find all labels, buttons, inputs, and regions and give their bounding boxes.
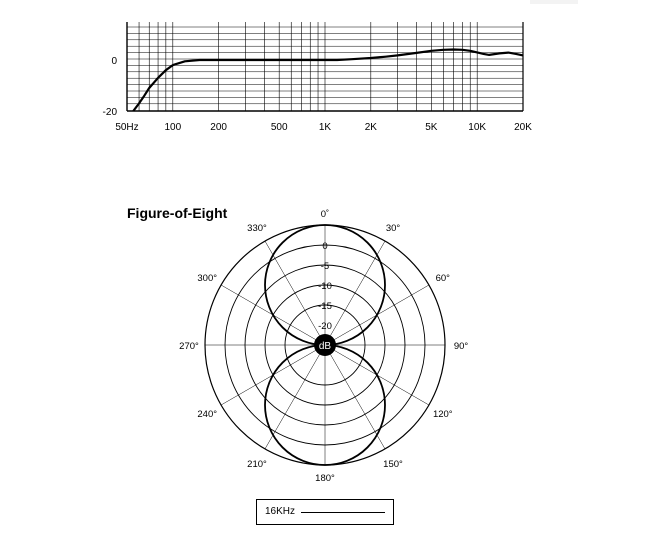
angle-label: 210°: [247, 458, 267, 470]
ring-db-label: -10: [318, 281, 332, 292]
center-db-label: dB: [318, 341, 332, 352]
legend-box: [256, 499, 394, 525]
polar-spoke: [325, 241, 385, 345]
y-tick-label: -20: [102, 107, 117, 118]
x-tick-label: 200: [210, 122, 227, 133]
angle-label: 60°: [435, 273, 450, 284]
polar-pattern-chart: [179, 209, 468, 484]
frequency-response-chart: [103, 22, 533, 133]
angle-label: 120°: [432, 409, 453, 420]
x-tick-label: 50Hz: [115, 122, 139, 133]
angle-label: 30°: [385, 223, 401, 235]
x-tick-label: 20K: [514, 122, 532, 133]
polar-spoke: [265, 345, 325, 449]
angle-label: 0˚: [320, 209, 330, 220]
ring-db-label: -5: [320, 261, 330, 272]
angle-label: 90°: [453, 341, 469, 352]
x-tick-label: 1K: [318, 122, 332, 133]
polar-chart-title: Figure-of-Eight: [127, 205, 228, 221]
x-tick-label: 10K: [468, 122, 487, 133]
x-tick-label: 500: [270, 122, 288, 133]
angle-label: 330°: [247, 223, 267, 235]
x-tick-label: 2K: [364, 122, 377, 133]
response-curve: [133, 50, 523, 112]
polar-spoke: [265, 241, 328, 345]
ring-db-label: 0: [322, 241, 328, 252]
ring-db-label: -15: [318, 301, 332, 312]
angle-label: 180°: [315, 473, 335, 484]
polar-spoke: [325, 345, 385, 449]
angle-label: 150°: [383, 458, 403, 470]
legend-label: 16KHz: [265, 506, 296, 517]
angle-label: 240°: [197, 409, 218, 420]
x-tick-label: 5K: [425, 122, 438, 133]
angle-label: 270°: [179, 341, 199, 352]
ring-db-label: -20: [318, 321, 332, 332]
y-tick-label: 0: [111, 56, 117, 67]
x-tick-label: 100: [164, 122, 182, 133]
angle-label: 300°: [197, 273, 218, 284]
legend-line-swatch: [301, 512, 385, 513]
